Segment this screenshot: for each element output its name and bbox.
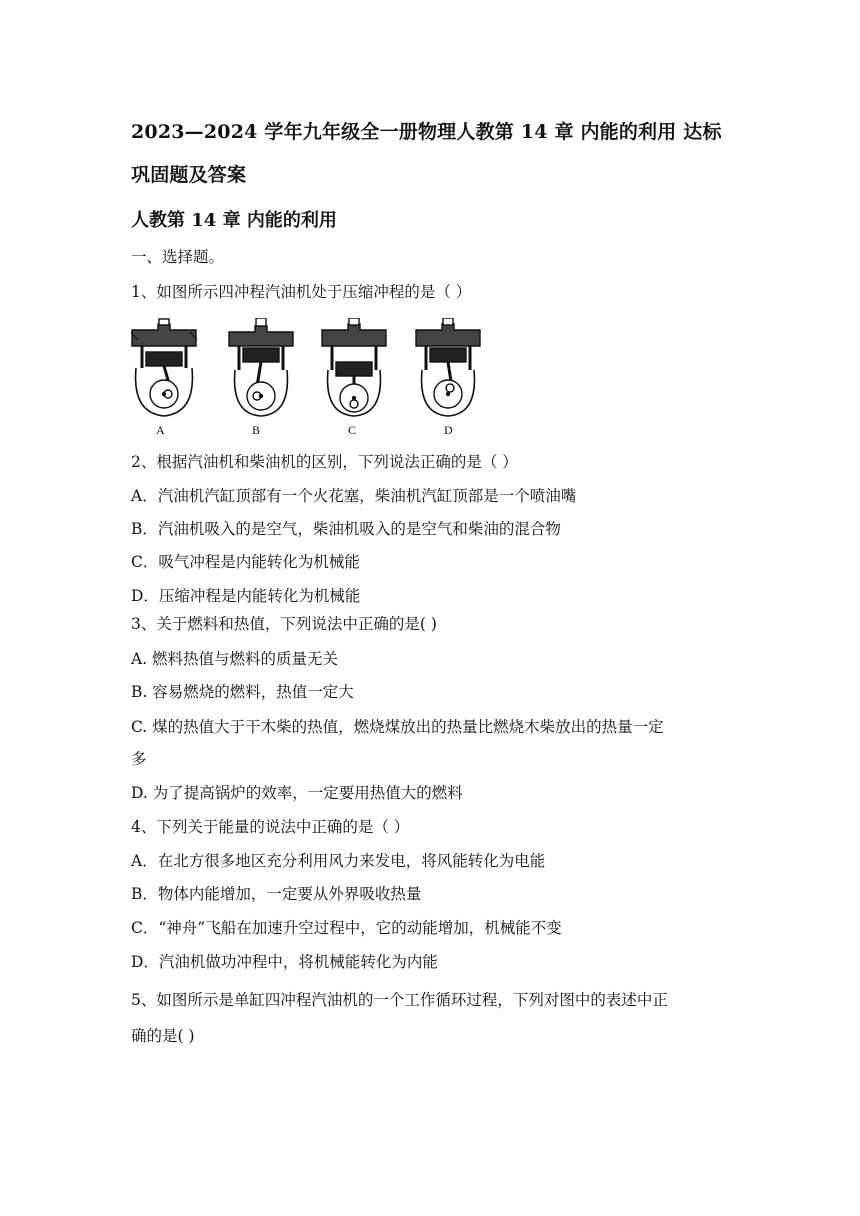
engine-diagram-b [225, 318, 297, 422]
question-2-option-d: D．压缩冲程是内能转化为机械能 [131, 587, 361, 605]
question-4-option-a: A．在北方很多地区充分利用风力来发电，将风能转化为电能 [131, 852, 546, 870]
figure-label-a: A [156, 423, 165, 437]
chapter-heading: 人教第 14 章 内能的利用 [131, 210, 337, 231]
engine-diagram-d [412, 318, 484, 422]
question-5-stem-line-2: 确的是( ) [131, 1027, 195, 1045]
question-4-option-d: D．汽油机做功冲程中，将机械能转化为内能 [131, 953, 438, 971]
question-2-option-b: B．汽油机吸入的是空气，柴油机吸入的是空气和柴油的混合物 [131, 520, 561, 538]
question-4-option-c: C．“神舟”飞船在加速升空过程中，它的动能增加，机械能不变 [131, 919, 562, 937]
question-3-option-c-continued: 多 [131, 750, 147, 768]
question-1-stem: 1、如图所示四冲程汽油机处于压缩冲程的是（ ） [131, 283, 472, 301]
figure-label-c: C [348, 423, 357, 437]
question-3-stem: 3、关于燃料和热值，下列说法中正确的是( ) [131, 615, 437, 633]
question-2-stem: 2、根据汽油机和柴油机的区别，下列说法正确的是（ ） [131, 453, 518, 471]
figure-label-b: B [252, 423, 261, 437]
question-2-option-a: A．汽油机汽缸顶部有一个火花塞，柴油机汽缸顶部是一个喷油嘴 [131, 487, 577, 505]
section-heading: 一、选择题。 [131, 248, 225, 266]
figure-label-d: D [444, 423, 453, 437]
engine-diagram-c [318, 318, 390, 422]
question-5-stem-line-1: 5、如图所示是单缸四冲程汽油机的一个工作循环过程，下列对图中的表述中正 [131, 991, 668, 1009]
question-3-option-a: A. 燃料热值与燃料的质量无关 [131, 650, 339, 668]
question-3-option-c: C. 煤的热值大于干木柴的热值，燃烧煤放出的热量比燃烧木柴放出的热量一定 [131, 718, 664, 736]
question-4-stem: 4、下列关于能量的说法中正确的是（ ） [131, 818, 410, 836]
question-4-option-b: B．物体内能增加，一定要从外界吸收热量 [131, 885, 422, 903]
document-title-line-2: 巩固题及答案 [131, 164, 247, 186]
engine-diagram-a [128, 318, 200, 422]
document-title-line-1: 2023—2024 学年九年级全一册物理人教第 14 章 内能的利用 达标 [131, 121, 722, 143]
question-2-option-c: C．吸气冲程是内能转化为机械能 [131, 553, 360, 571]
question-3-option-b: B. 容易燃烧的燃料，热值一定大 [131, 683, 354, 701]
question-3-option-d: D. 为了提高锅炉的效率，一定要用热值大的燃料 [131, 784, 463, 802]
